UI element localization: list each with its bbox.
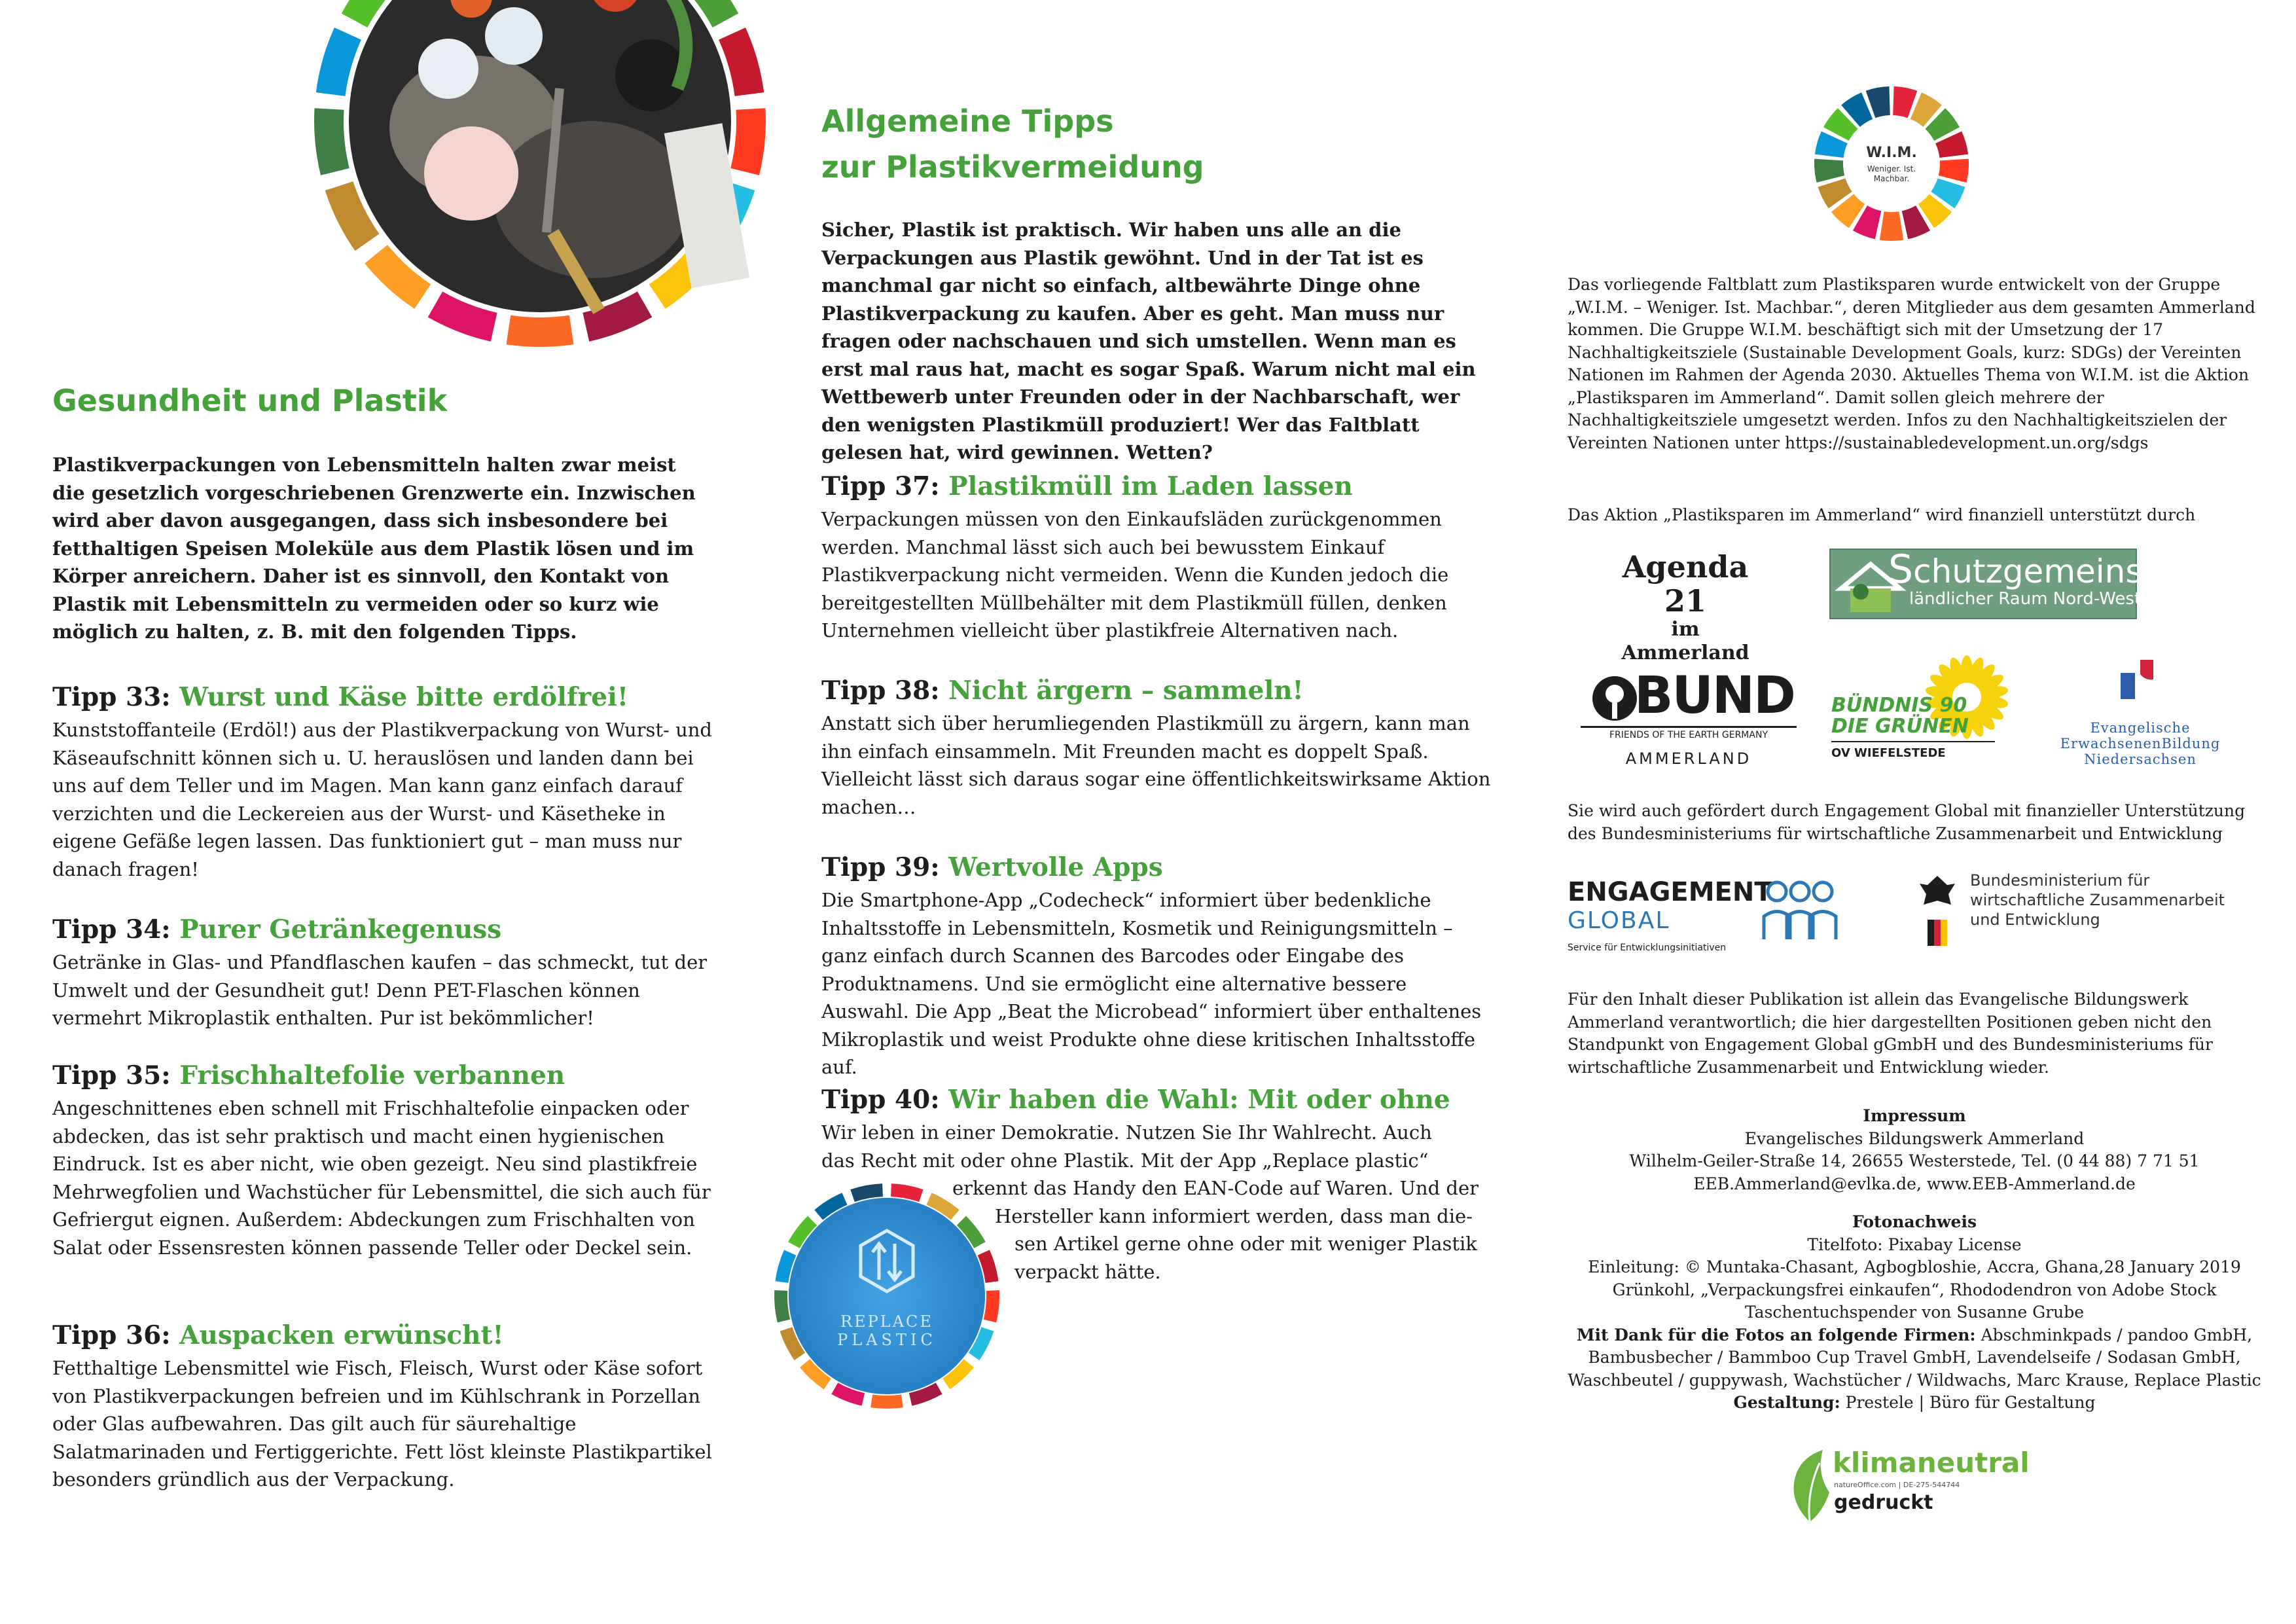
bmz-line-3: und Entwicklung <box>1970 911 2100 929</box>
impressum-line: Wilhelm-Geiler-Straße 14, 26655 Westerstede, Tel. (0 44 88) 7 71 51 <box>1629 1151 2200 1170</box>
engagement-global-people-icon <box>1757 877 1842 949</box>
tip-body-line: sen Artikel gerne ohne oder mit weniger Plastik <box>1014 1233 1477 1255</box>
bmz-line-2: wirtschaftliche Zusammenarbeit <box>1970 891 2225 909</box>
klima-subtitle: gedruckt <box>1834 1491 1933 1514</box>
tip-body-line: verpackt hätte. <box>1014 1260 1161 1283</box>
replace-plastic-logo <box>772 1182 1001 1411</box>
tip-title: Wir haben die Wahl: Mit oder ohne <box>948 1085 1450 1115</box>
section-title-line-2: zur Plastikvermeidung <box>821 149 1204 185</box>
sdg-segment <box>730 108 766 175</box>
tip-number: Tipp 35: <box>52 1060 171 1091</box>
impressum <box>1568 1105 2261 1415</box>
tip-34 <box>52 913 713 1032</box>
schutz-subtitle: ländlicher Raum Nord-West e.V. <box>1909 589 2178 609</box>
replace-plastic-ring <box>772 1182 1001 1411</box>
sdg-ring-photo <box>311 0 769 350</box>
sdg-segment <box>870 1394 903 1409</box>
agenda21-title: Agenda 21 <box>1622 549 1749 619</box>
gruene-title-1: BÜNDNIS 90 <box>1831 694 1967 717</box>
tip-title: Purer Getränkegenuss <box>179 914 502 945</box>
tip-number: Tipp 36: <box>52 1320 171 1350</box>
gruene-title-2: DIE GRÜNEN <box>1831 715 1969 738</box>
tip-number: Tipp 40: <box>821 1085 940 1115</box>
gestaltung-value: Prestele | Büro für Gestaltung <box>1840 1393 2096 1412</box>
sdg-segment <box>774 1290 790 1322</box>
bund-logo <box>1581 664 1797 769</box>
section-title-general <box>821 98 1204 190</box>
eg-service: Service für Entwicklungsinitiativen <box>1568 943 1727 953</box>
wim-sub-2: Machbar. <box>1873 174 1910 183</box>
tip-body-line: erkennt das Handy den EAN-Code auf Waren. Und der <box>952 1177 1479 1199</box>
schutz-title: chutzgemeinschaft <box>1913 552 2225 590</box>
bund-region: AMMERLAND <box>1625 749 1752 768</box>
foto-line: Grünkohl, „Verpackungsfrei einkaufen“, Rhododendron von Adobe Stock <box>1612 1280 2217 1299</box>
tip-title: Plastikmüll im Laden lassen <box>948 471 1353 501</box>
eeb-logo <box>2049 655 2232 769</box>
tip-number: Tipp 39: <box>821 852 940 882</box>
tip-body-line: das Recht mit oder ohne Plastik. Mit der App „Replace plastic“ <box>821 1149 1429 1172</box>
impressum-line: EEB.Ammerland@evlka.de, www.EEB-Ammerland.de <box>1693 1174 2136 1193</box>
tip-number: Tipp 34: <box>52 914 171 945</box>
tip-title: Auspacken erwünscht! <box>179 1320 504 1350</box>
tip-body: Angeschnittenes eben schnell mit Frischhaltefolie einpacken oder abdecken, das ist sehr praktisch und macht einen hygienischen Eindruck. Ist es aber nicht, wie oben gezeigt. Neu sind plastikfreie Mehrwegfolien und Wachstücher für Lebensmittel, die sich auch für Gefriergut eignen. Außerdem: Abdeckungen zum Frischhalten von Salat oder Essensresten können passende Teller oder Deckel sein. <box>52 1097 711 1259</box>
tip-38 <box>821 674 1496 821</box>
sdg-segment <box>1939 159 1969 183</box>
engagement-global-logo <box>1568 877 1842 962</box>
section-title-health: Gesundheit und Plastik <box>52 383 448 418</box>
tip-33 <box>52 681 713 883</box>
agenda21-subtitle: im Ammerland <box>1621 618 1749 664</box>
food-photo-circle <box>311 0 769 350</box>
klima-title: klimaneutral <box>1833 1447 2030 1479</box>
gestaltung-label: Gestaltung: <box>1733 1393 1840 1412</box>
tip-number: Tipp 38: <box>821 676 940 706</box>
gruene-subtitle: OV WIEFELSTEDE <box>1831 746 1946 760</box>
sdg-segment <box>1814 159 1844 183</box>
tip-36 <box>52 1319 713 1494</box>
tip-body: Verpackungen müssen von den Einkaufsläden zurückgenommen werden. Manchmal lässt sich auch bei bewusstem Einkauf Plastikverpackung nicht vermeiden. Wenn die Kunden jedoch die bereitgestellten Müllbehälter mit dem Plastikmüll füllen, denken Unternehmen vielleicht über plastikfreie Alternativen nach. <box>821 508 1449 641</box>
sdg-segment <box>507 316 574 347</box>
eeb-line-1: Evangelische <box>2090 720 2191 736</box>
dank-line: Waschbeutel / guppywash, Wachstücher / Wildwachs, Marc Krause, Replace Plastic <box>1568 1370 2261 1390</box>
tip-title: Wertvolle Apps <box>948 852 1163 882</box>
bund-title: BUND <box>1634 666 1795 725</box>
tip-body-line: Hersteller kann informiert werden, dass man die- <box>995 1204 1473 1227</box>
replace-logo-text-1: REPLACE <box>840 1312 933 1331</box>
bund-subtitle: FRIENDS OF THE EARTH GERMANY <box>1609 730 1768 740</box>
foto-line: Taschentuchspender von Susanne Grube <box>1744 1303 2085 1322</box>
dank-label: Mit Dank für die Fotos an folgende Firmen: <box>1576 1325 1976 1344</box>
dank-line: Bambusbecher / Bammboo Cup Travel GmbH, Lavendelseife / Sodasan GmbH, <box>1588 1348 2241 1367</box>
wim-title: W.I.M. <box>1866 145 1917 161</box>
tip-body: Kunststoffanteile (Erdöl!) aus der Plastikverpackung von Wurst- und Käseaufschnitt können sich u. U. herauslösen und landen dann bei uns auf dem Teller und im Magen. Man kann ganz einfach darauf verzichten und die Leckereien aus der Wurst- und Käsetheke in eigene Gefäße legen lassen. Das funktioniert gut – man muss nur danach fragen! <box>52 719 712 880</box>
eeb-line-2: ErwachsenenBildung <box>2060 736 2221 751</box>
sdg-segment <box>1880 211 1903 241</box>
intro-general: Sicher, Plastik ist praktisch. Wir haben uns alle an die Verpackungen aus Plastik gewöhnt. Und in der Tat ist es manchmal gar nicht so einfach, altbewährte Dinge ohne Plastikverpackung zu kaufen. Aber es geht. Man muss nur fragen oder nachschauen und sich umstellen. Wenn man es erst mal raus hat, macht es sogar Spaß. Warum nicht mal ein Wettbewerb unter Freunden oder in der Nachbarschaft, wer den wenigsten Plastikmüll produziert! Wer das Faltblatt gelesen hat, wird gewinnen. Wetten? <box>821 219 1476 463</box>
tip-37 <box>821 470 1496 645</box>
tip-body: Anstatt sich über herumliegenden Plastikmüll zu ärgern, kann man ihn einfach einsammeln. Mit Freunden macht es doppelt Spaß. Vielleicht lässt sich daraus sogar eine öffentlichkeitswirksame Aktion machen… <box>821 712 1491 818</box>
wim-sub-1: Weniger. Ist. <box>1867 164 1916 173</box>
agenda21-logo <box>1607 550 1764 665</box>
tip-body: Getränke in Glas- und Pfandflaschen kaufen – das schmeckt, tut der Umwelt und der Gesundheit gut! Denn PET-Flaschen können vermehrt Mikroplastik enthalten. Pur ist bekömmlicher! <box>52 951 708 1029</box>
sdg-segment <box>984 1290 999 1322</box>
schutz-initial: S <box>1888 547 1914 592</box>
klimaneutral-logo <box>1784 1447 2030 1532</box>
disclaimer-text: Für den Inhalt dieser Publikation ist allein das Evangelische Bildungswerk Ammerland verantwortlich; die hier dargestellten Positionen geben nicht den Standpunkt von Engagement Global gGmbH und des Bundesministeriums für wirtschaftliche Zusammenarbeit und Entwicklung wieder. <box>1568 990 2213 1077</box>
eg-subtitle: GLOBAL <box>1568 907 1670 934</box>
eeb-line-3: Niedersachsen <box>2084 751 2197 767</box>
impressum-title: Impressum <box>1863 1106 1966 1125</box>
schutzgemeinschaft-logo <box>1829 547 2225 619</box>
tip-title: Nicht ärgern – sammeln! <box>948 676 1304 706</box>
eeb-icon <box>2114 655 2166 707</box>
gruene-logo <box>1826 655 2016 769</box>
tip-number: Tipp 37: <box>821 471 940 501</box>
engagement-text: Sie wird auch gefördert durch Engagement Global mit finanzieller Unterstützung des Bundesministeriums für wirtschaftliche Zusammenarbeit und Entwicklung <box>1568 801 2246 843</box>
bmz-logo <box>1914 871 2242 949</box>
wim-sdg-logo <box>1813 85 1970 242</box>
tip-number: Tipp 33: <box>52 682 171 712</box>
sdg-segment <box>314 108 350 175</box>
funding-text: Das Aktion „Plastiksparen im Ammerland“ wird finanziell unterstützt durch <box>1568 505 2196 524</box>
tip-title: Frischhaltefolie verbannen <box>179 1060 565 1091</box>
klima-id: natureOffice.com | DE-275-544744 <box>1834 1481 1960 1489</box>
tip-title: Wurst und Käse bitte erdölfrei! <box>179 682 628 712</box>
tip-39 <box>821 851 1496 1081</box>
federal-eagle-icon <box>1914 871 1960 916</box>
intro-health: Plastikverpackungen von Lebensmitteln halten zwar meist die gesetzlich vorgeschriebenen Grenzwerte ein. Inzwischen wird aber davon ausgegangen, dass sich insbesondere bei fetthaltigen Speisen Moleküle aus dem Plastik lösen und im Körper anreichern. Daher ist es sinnvoll, den Kontakt von Plastik mit Lebensmitteln zu vermeiden oder so kurz wie möglich zu halten, z. B. mit den folgenden Tipps. <box>52 454 696 643</box>
wim-sdg-ring <box>1813 85 1970 242</box>
foto-line: Einleitung: © Muntaka-Chasant, Agbogbloshie, Accra, Ghana,28 January 2019 <box>1588 1257 2241 1276</box>
eg-title: ENGAGEMENT <box>1568 877 1772 907</box>
foto-line: Titelfoto: Pixabay License <box>1807 1235 2022 1254</box>
replace-logo-text-2: PLASTIC <box>837 1331 937 1349</box>
section-title-line-1: Allgemeine Tipps <box>821 103 1114 139</box>
bmz-line-1: Bundesministerium für <box>1970 871 2150 890</box>
tip-body: Fetthaltige Lebensmittel wie Fisch, Fleisch, Wurst oder Käse sofort von Plastikverpackungen befreien und im Kühlschrank in Porzellan oder Glas aufbewahren. Das gilt auch für säurehaltige Salatmarinaden und Fertiggerichte. Fett löst kleinste Plastikpartikel besonders gründlich aus der Verpackung. <box>52 1357 712 1490</box>
dank-line: Abschminkpads / pandoo GmbH, <box>1975 1325 2253 1344</box>
impressum-line: Evangelisches Bildungswerk Ammerland <box>1744 1128 2085 1148</box>
tip-35 <box>52 1059 713 1261</box>
tip-body: Die Smartphone-App „Codecheck“ informiert über bedenkliche Inhaltsstoffe in Lebensmitteln, Kosmetik und Reinigungsmitteln – ganz einfach durch Scannen des Barcodes oder Eingabe des Produktnamens. Und sie ermöglicht eine alternative bessere Auswahl. Die App „Beat the Microbead“ informiert über enthaltenes Mikroplastik und weist Produkte ohne diese kritischen Inhaltsstoffe auf. <box>821 889 1482 1078</box>
foto-title: Fotonachweis <box>1852 1212 1977 1231</box>
about-text: Das vorliegende Faltblatt zum Plastiksparen wurde entwickelt von der Gruppe „W.I.M. – Weniger. Ist. Machbar.“, deren Mitglieder aus dem gesamten Ammerland kommen. Die Gruppe W.I.M. beschäftigt sich mit der Umsetzung der 17 Nachhaltigkeitsziele (Sustainable Development Goals, kurz: SDGs) der Vereinten Nationen im Rahmen der Agenda 2030. Aktuelles Thema von W.I.M. ist die Aktion „Plastiksparen im Ammerland“. Damit sollen gleich mehrere der Nachhaltigkeitsziele umgesetzt werden. Infos zu den Nachhaltigkeitszielen der Vereinten Nationen unter https://sustainabledevelopment.un.org/sdgs <box>1568 275 2255 452</box>
tip-body-line: Wir leben in einer Demokratie. Nutzen Sie Ihr Wahlrecht. Auch <box>821 1121 1432 1144</box>
